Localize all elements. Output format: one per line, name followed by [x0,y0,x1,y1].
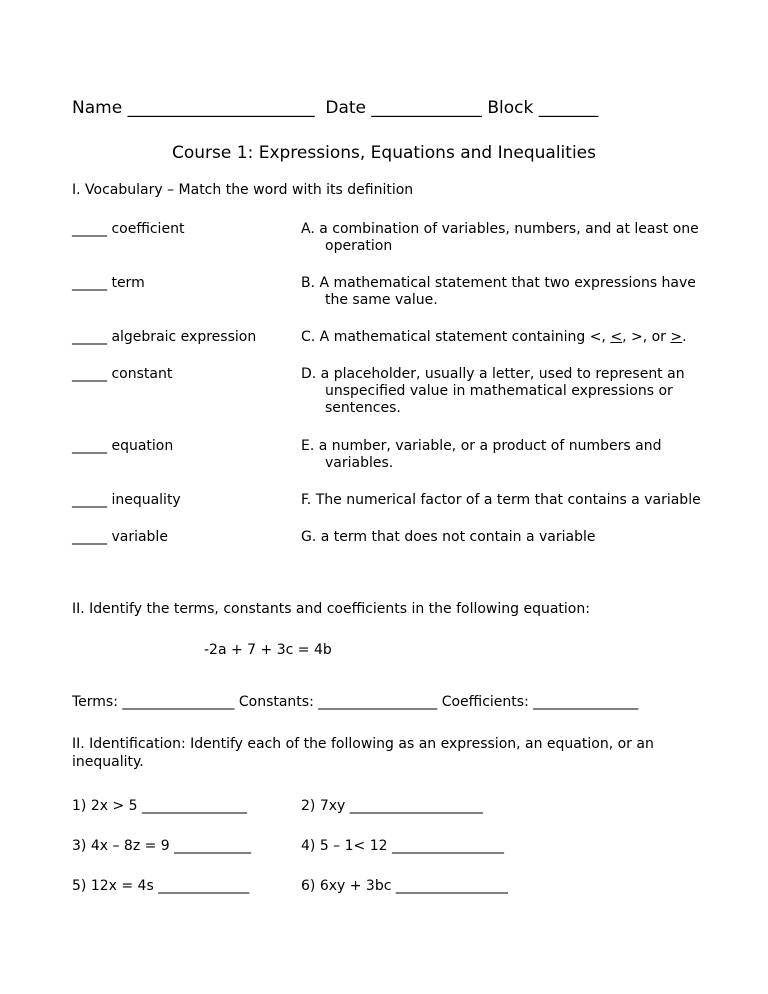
def-text-mid: , >, or [622,329,671,345]
def-text: E. a number, variable, or a product of numbers and [301,438,662,454]
le-symbol: < [610,329,623,345]
vocab-word-5 [72,438,173,454]
constants-label: Constants: [238,694,314,710]
word-label: constant [111,366,173,382]
item-2[interactable]: 2) 7xy ___________________ [301,798,483,814]
def-text-cont: variables. [325,455,394,471]
block-label: Block [487,98,534,118]
vocab-word-6 [72,492,181,508]
match-blank[interactable]: _____ [72,438,107,454]
match-blank[interactable]: _____ [72,492,107,508]
definition-c [301,329,701,346]
terms-blank[interactable]: ________________ [122,694,235,710]
def-text: F. The numerical factor of a term that contains a variable [301,492,701,508]
vocab-word-2 [72,275,145,291]
ge-symbol: > [670,329,683,345]
def-text: C. A mathematical statement containing <, [301,329,611,345]
coefficients-label: Coefficients: [441,694,529,710]
date-label: Date [325,98,367,118]
definition-e [301,438,701,472]
definition-a [301,221,701,255]
item-6[interactable]: 6) 6xy + 3bc ________________ [301,878,508,894]
block-blank[interactable]: _______ [538,98,599,118]
word-label: coefficient [111,221,185,237]
definition-d [301,366,701,417]
def-text: D. a placeholder, usually a letter, used to represent an [301,366,685,382]
definition-g [301,529,701,546]
name-label: Name [72,98,123,118]
item-3[interactable]: 3) 4x – 8z = 9 ___________ [72,838,252,854]
name-blank[interactable]: ______________________ [127,98,315,118]
section2-heading: II. Identify the terms, constants and coefficients in the following equation: [72,601,590,617]
match-blank[interactable]: _____ [72,221,107,237]
date-blank[interactable]: _____________ [371,98,482,118]
def-text-cont: the same value. [325,292,438,308]
vocab-word-3 [72,329,256,345]
item-1[interactable]: 1) 2x > 5 _______________ [72,798,247,814]
def-text: A. a combination of variables, numbers, and at least one [301,221,699,237]
constants-blank[interactable]: _________________ [318,694,438,710]
def-text: B. A mathematical statement that two expressions have [301,275,696,291]
word-label: term [111,275,145,291]
vocab-word-4 [72,366,172,382]
def-text-cont: operation [325,238,393,254]
section1-heading: I. Vocabulary – Match the word with its definition [72,182,414,198]
vocab-word-7 [72,529,168,545]
header-line [72,98,598,118]
match-blank[interactable]: _____ [72,329,107,345]
vocab-word-1 [72,221,184,237]
word-label: algebraic expression [111,329,257,345]
coefficients-blank[interactable]: _______________ [533,694,639,710]
match-blank[interactable]: _____ [72,366,107,382]
word-label: variable [111,529,168,545]
def-text-end: . [682,329,687,345]
item-5[interactable]: 5) 12x = 4s _____________ [72,878,250,894]
def-text: G. a term that does not contain a variable [301,529,596,545]
word-label: equation [111,438,174,454]
match-blank[interactable]: _____ [72,529,107,545]
definition-f [301,492,741,509]
page-title: Course 1: Expressions, Equations and Inequalities [172,143,596,163]
section3-heading: II. Identification: Identify each of the following as an expression, an equation, or an inequality. [72,736,654,770]
terms-label: Terms: [72,694,118,710]
item-4[interactable]: 4) 5 – 1< 12 ________________ [301,838,504,854]
match-blank[interactable]: _____ [72,275,107,291]
def-text-cont: unspecified value in mathematical expressions or [325,383,673,399]
definition-b [301,275,701,309]
def-text-cont2: sentences. [325,400,401,416]
word-label: inequality [111,492,181,508]
equation: -2a + 7 + 3c = 4b [204,642,332,658]
fill-in-line [72,694,638,710]
